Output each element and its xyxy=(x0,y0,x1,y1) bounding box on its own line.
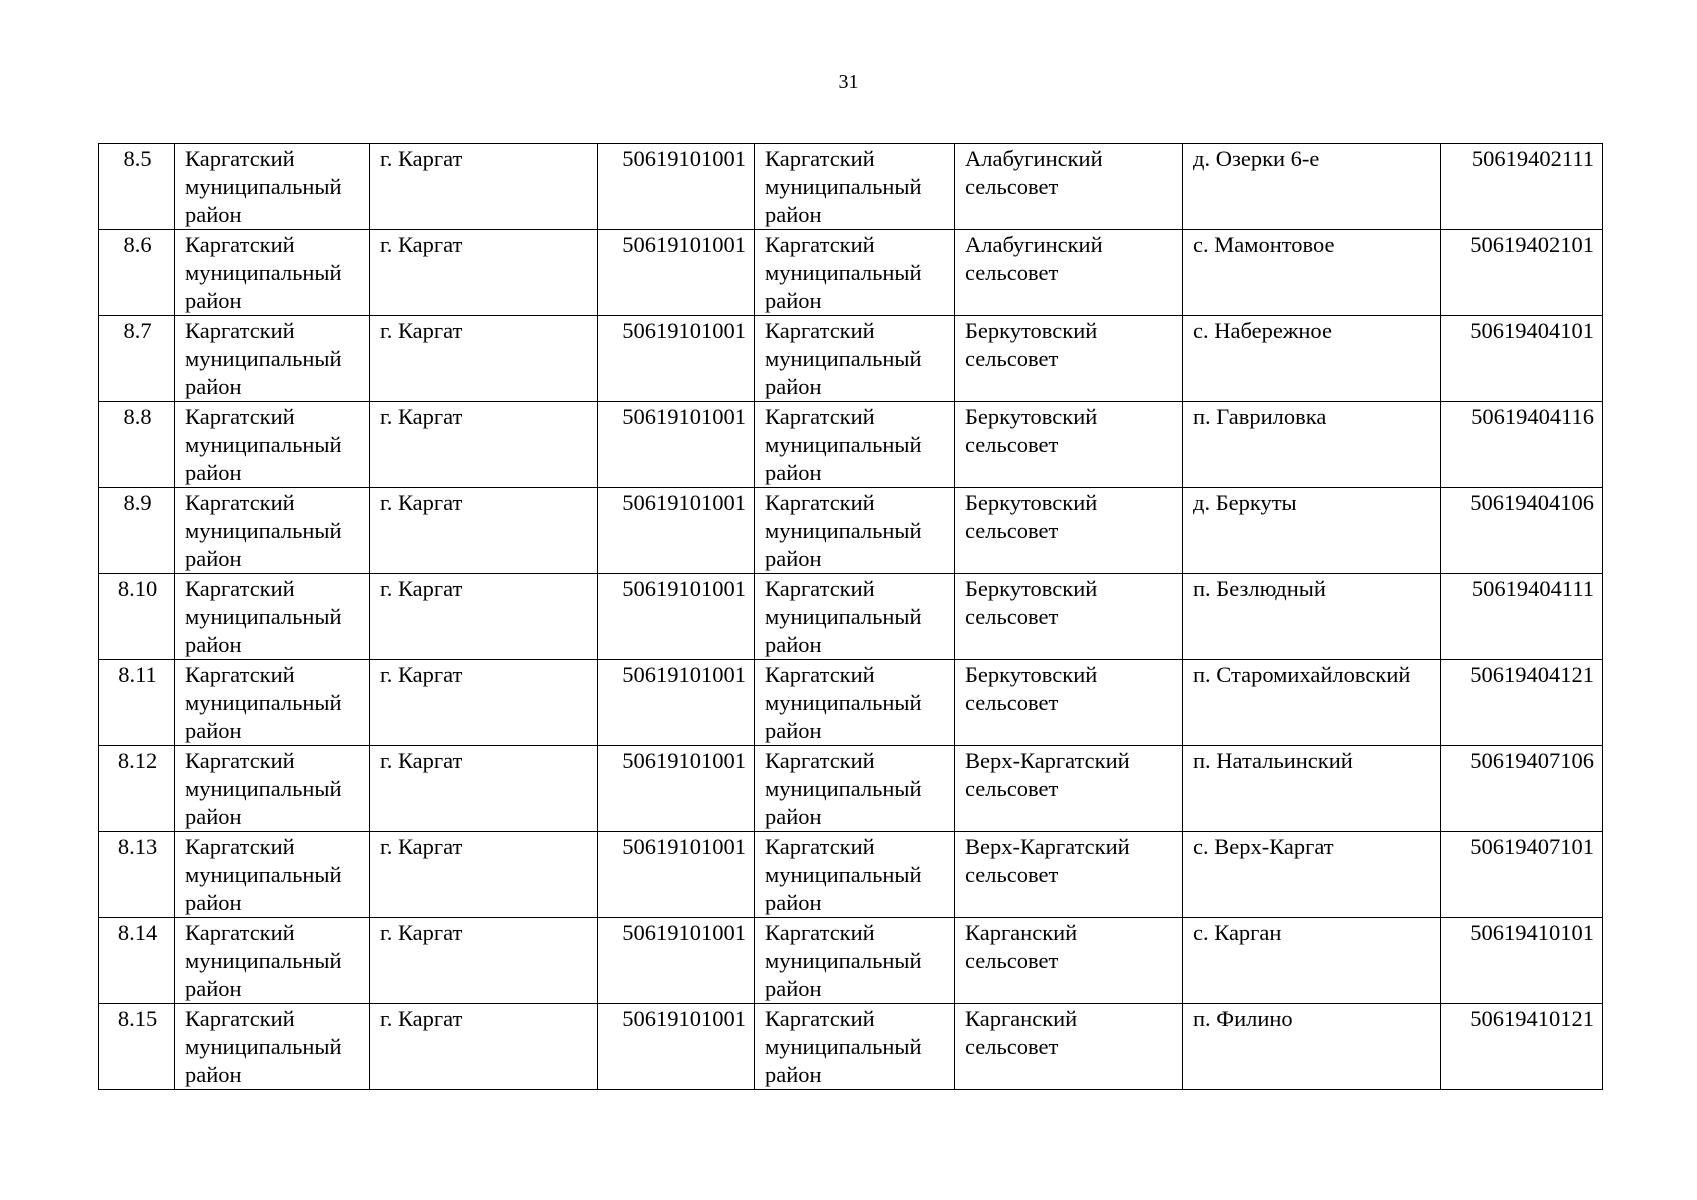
oktmo-code-cell: 50619402111 xyxy=(1441,144,1603,230)
table-row xyxy=(99,574,1603,660)
city-code-cell: 50619101001 xyxy=(598,660,755,746)
district-cell: Каргатский муниципальный район xyxy=(175,402,370,488)
city-code-cell: 50619101001 xyxy=(598,1004,755,1090)
city-code-cell: 50619101001 xyxy=(598,144,755,230)
settlements-table xyxy=(98,143,1603,1090)
district-cell: Каргатский муниципальный район xyxy=(175,316,370,402)
row-number-cell: 8.12 xyxy=(99,746,175,832)
city-cell: г. Каргат xyxy=(370,832,598,918)
city-code-cell: 50619101001 xyxy=(598,316,755,402)
city-code-cell: 50619101001 xyxy=(598,832,755,918)
table-body xyxy=(99,144,1603,1090)
city-code-cell: 50619101001 xyxy=(598,402,755,488)
city-cell: г. Каргат xyxy=(370,660,598,746)
district-secondary-cell: Каргатский муниципальный район xyxy=(755,918,955,1004)
district-secondary-cell: Каргатский муниципальный район xyxy=(755,832,955,918)
settlement-cell: п. Натальинский xyxy=(1183,746,1441,832)
settlement-cell: п. Безлюдный xyxy=(1183,574,1441,660)
district-cell: Каргатский муниципальный район xyxy=(175,746,370,832)
table-row xyxy=(99,660,1603,746)
city-code-cell: 50619101001 xyxy=(598,230,755,316)
oktmo-code-cell: 50619404111 xyxy=(1441,574,1603,660)
row-number-cell: 8.11 xyxy=(99,660,175,746)
oktmo-code-cell: 50619407101 xyxy=(1441,832,1603,918)
row-number-cell: 8.5 xyxy=(99,144,175,230)
table-row xyxy=(99,1004,1603,1090)
council-cell: Беркутовский сельсовет xyxy=(955,402,1183,488)
city-cell: г. Каргат xyxy=(370,230,598,316)
oktmo-code-cell: 50619410101 xyxy=(1441,918,1603,1004)
district-secondary-cell: Каргатский муниципальный район xyxy=(755,144,955,230)
oktmo-code-cell: 50619404106 xyxy=(1441,488,1603,574)
council-cell: Верх-Каргатский сельсовет xyxy=(955,832,1183,918)
city-code-cell: 50619101001 xyxy=(598,574,755,660)
table-row xyxy=(99,402,1603,488)
city-cell: г. Каргат xyxy=(370,144,598,230)
city-cell: г. Каргат xyxy=(370,1004,598,1090)
city-cell: г. Каргат xyxy=(370,574,598,660)
council-cell: Карганский сельсовет xyxy=(955,1004,1183,1090)
city-cell: г. Каргат xyxy=(370,316,598,402)
row-number-cell: 8.7 xyxy=(99,316,175,402)
council-cell: Алабугинский сельсовет xyxy=(955,144,1183,230)
city-code-cell: 50619101001 xyxy=(598,746,755,832)
council-cell: Беркутовский сельсовет xyxy=(955,660,1183,746)
settlement-cell: п. Филино xyxy=(1183,1004,1441,1090)
page-number: 31 xyxy=(838,71,859,93)
district-cell: Каргатский муниципальный район xyxy=(175,230,370,316)
table-row xyxy=(99,230,1603,316)
settlement-cell: с. Мамонтовое xyxy=(1183,230,1441,316)
oktmo-code-cell: 50619410121 xyxy=(1441,1004,1603,1090)
settlement-cell: п. Гавриловка xyxy=(1183,402,1441,488)
oktmo-code-cell: 50619404101 xyxy=(1441,316,1603,402)
district-cell: Каргатский муниципальный район xyxy=(175,574,370,660)
district-cell: Каргатский муниципальный район xyxy=(175,918,370,1004)
city-cell: г. Каргат xyxy=(370,488,598,574)
oktmo-code-cell: 50619404121 xyxy=(1441,660,1603,746)
settlement-cell: с. Карган xyxy=(1183,918,1441,1004)
row-number-cell: 8.10 xyxy=(99,574,175,660)
council-cell: Карганский сельсовет xyxy=(955,918,1183,1004)
table-row xyxy=(99,746,1603,832)
row-number-cell: 8.6 xyxy=(99,230,175,316)
table-row xyxy=(99,316,1603,402)
district-secondary-cell: Каргатский муниципальный район xyxy=(755,746,955,832)
oktmo-code-cell: 50619407106 xyxy=(1441,746,1603,832)
district-secondary-cell: Каргатский муниципальный район xyxy=(755,660,955,746)
oktmo-code-cell: 50619402101 xyxy=(1441,230,1603,316)
district-secondary-cell: Каргатский муниципальный район xyxy=(755,230,955,316)
district-secondary-cell: Каргатский муниципальный район xyxy=(755,574,955,660)
row-number-cell: 8.14 xyxy=(99,918,175,1004)
table-row xyxy=(99,488,1603,574)
city-code-cell: 50619101001 xyxy=(598,918,755,1004)
settlement-cell: с. Верх-Каргат xyxy=(1183,832,1441,918)
row-number-cell: 8.9 xyxy=(99,488,175,574)
district-secondary-cell: Каргатский муниципальный район xyxy=(755,1004,955,1090)
city-code-cell: 50619101001 xyxy=(598,488,755,574)
district-cell: Каргатский муниципальный район xyxy=(175,660,370,746)
row-number-cell: 8.13 xyxy=(99,832,175,918)
district-cell: Каргатский муниципальный район xyxy=(175,144,370,230)
table-row xyxy=(99,918,1603,1004)
settlement-cell: с. Набережное xyxy=(1183,316,1441,402)
council-cell: Верх-Каргатский сельсовет xyxy=(955,746,1183,832)
settlement-cell: д. Озерки 6-е xyxy=(1183,144,1441,230)
district-cell: Каргатский муниципальный район xyxy=(175,488,370,574)
district-secondary-cell: Каргатский муниципальный район xyxy=(755,488,955,574)
district-cell: Каргатский муниципальный район xyxy=(175,832,370,918)
city-cell: г. Каргат xyxy=(370,918,598,1004)
district-secondary-cell: Каргатский муниципальный район xyxy=(755,316,955,402)
district-cell: Каргатский муниципальный район xyxy=(175,1004,370,1090)
city-cell: г. Каргат xyxy=(370,746,598,832)
settlement-cell: п. Старомихайловский xyxy=(1183,660,1441,746)
row-number-cell: 8.8 xyxy=(99,402,175,488)
council-cell: Алабугинский сельсовет xyxy=(955,230,1183,316)
city-cell: г. Каргат xyxy=(370,402,598,488)
council-cell: Беркутовский сельсовет xyxy=(955,488,1183,574)
table-row xyxy=(99,832,1603,918)
district-secondary-cell: Каргатский муниципальный район xyxy=(755,402,955,488)
council-cell: Беркутовский сельсовет xyxy=(955,574,1183,660)
table-row xyxy=(99,144,1603,230)
council-cell: Беркутовский сельсовет xyxy=(955,316,1183,402)
oktmo-code-cell: 50619404116 xyxy=(1441,402,1603,488)
row-number-cell: 8.15 xyxy=(99,1004,175,1090)
settlement-cell: д. Беркуты xyxy=(1183,488,1441,574)
